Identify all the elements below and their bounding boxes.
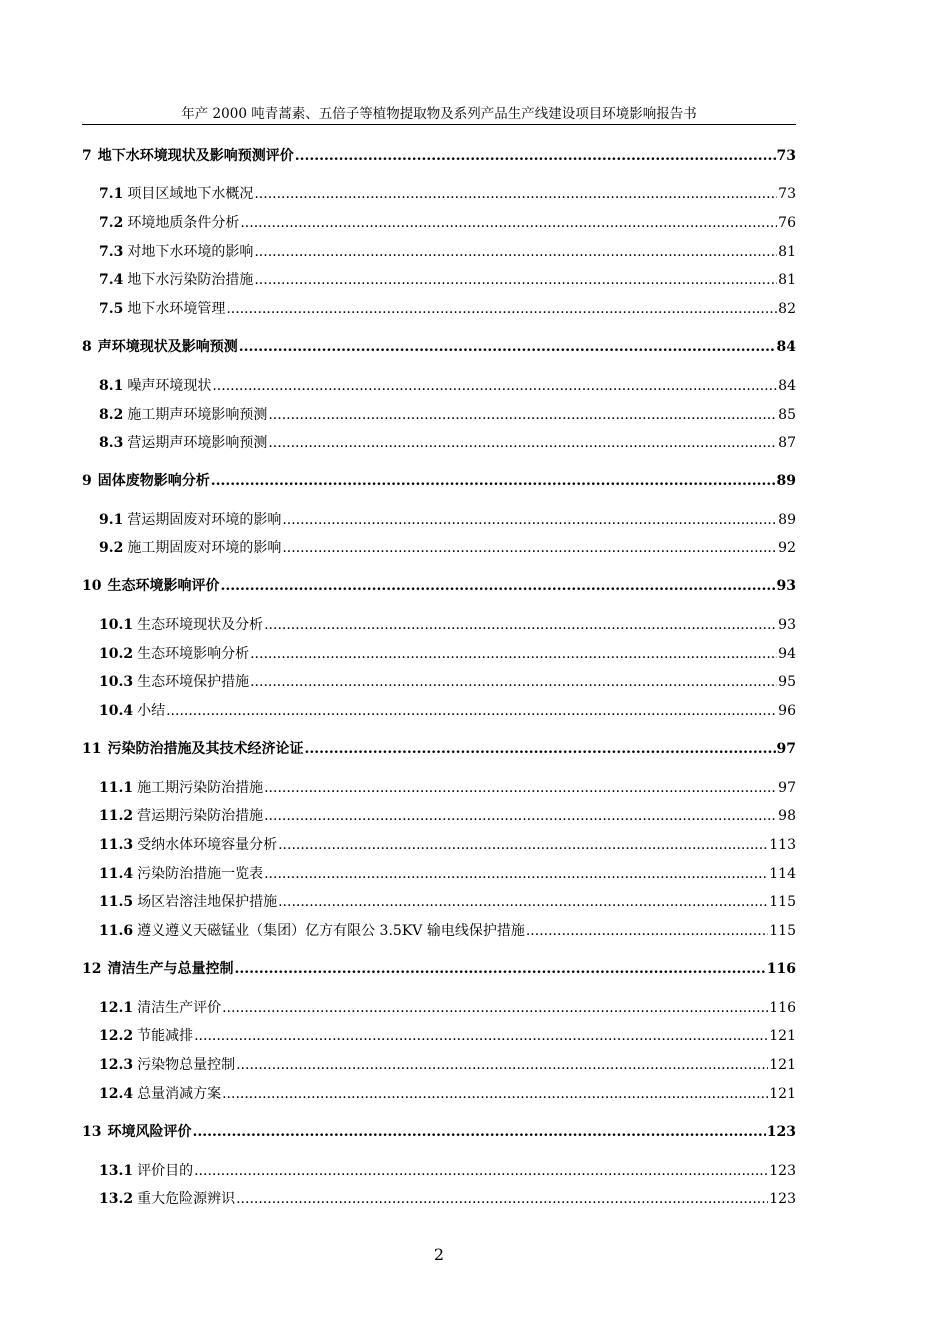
toc-entry-number: 11 [82,741,102,757]
toc-entry-number: 9.1 [99,512,124,528]
dot-leader [264,864,768,884]
toc-entry-number: 8 [82,339,92,355]
toc-entry-number: 12.1 [99,1000,134,1016]
dot-leader [526,921,768,941]
toc-section-entry[interactable] [99,538,796,558]
toc-entry-page: 92 [778,540,796,556]
toc-entry-title: 重大危险源辨识 [137,1191,236,1207]
toc-entry-page: 115 [769,894,796,910]
toc-chapter-entry[interactable] [82,576,796,596]
toc-entry-number: 8.2 [99,407,124,423]
toc-entry-page: 115 [769,923,796,939]
toc-entry-title: 小结 [137,703,166,719]
toc-entry-number: 12.4 [99,1086,134,1102]
toc-entry-title: 项目区域地下水概况 [127,186,254,202]
toc-entry-title: 营运期污染防治措施 [137,808,264,824]
toc-entry-number: 8.3 [99,435,124,451]
toc-entry-page: 89 [776,473,796,489]
toc-entry-title: 生态环境现状及分析 [137,617,264,633]
toc-entry-page: 76 [778,215,796,231]
toc-entry-page: 81 [778,272,796,288]
toc-entry-title: 污染物总量控制 [137,1057,236,1073]
dot-leader [254,270,777,290]
toc-section-entry[interactable] [99,299,796,319]
toc-entry-page: 87 [778,435,796,451]
toc-entry-page: 114 [769,866,796,882]
toc-section-entry[interactable] [99,510,796,530]
toc-entry-page: 121 [769,1086,796,1102]
toc-entry-number: 10.4 [99,703,134,719]
toc-entry-title: 场区岩溶洼地保护措施 [137,894,278,910]
dot-leader [194,1026,768,1046]
toc-entry-number: 9.2 [99,540,124,556]
toc-entry-number: 12 [82,961,102,977]
toc-entry-number: 7.3 [99,244,124,260]
toc-entry-number: 12.2 [99,1028,134,1044]
toc-entry-title: 地下水环境现状及影响预测评价 [97,148,294,164]
toc-entry-title: 固体废物影响分析 [97,473,210,489]
toc-entry-number: 11.1 [99,780,134,796]
toc-entry-number: 7.5 [99,301,124,317]
toc-entry-number: 13.1 [99,1163,134,1179]
toc-entry-page: 121 [769,1057,796,1073]
toc-section-entry[interactable] [99,213,796,233]
toc-section-entry[interactable] [99,892,796,912]
toc-entry-title: 污染防治措施一览表 [137,866,264,882]
toc-entry-number: 10 [82,578,102,594]
toc-entry-title: 节能减排 [137,1028,194,1044]
toc-entry-title: 清洁生产评价 [137,1000,222,1016]
toc-entry-title: 施工期污染防治措施 [137,780,264,796]
toc-entry-page: 73 [776,148,796,164]
toc-entry-number: 10.3 [99,674,134,690]
toc-section-entry[interactable] [99,864,796,884]
toc-entry-title: 总量消减方案 [137,1086,222,1102]
toc-section-entry[interactable] [99,778,796,798]
dot-leader [222,1084,768,1104]
toc-entry-page: 89 [778,512,796,528]
dot-leader [282,538,777,558]
toc-entry-title: 营运期固废对环境的影响 [127,512,282,528]
toc-entry-page: 94 [778,646,796,662]
toc-entry-page: 93 [778,617,796,633]
dot-leader [194,1161,768,1181]
toc-entry-title: 噪声环境现状 [127,378,212,394]
toc-entry-number: 11.6 [99,923,134,939]
toc-section-entry[interactable] [99,921,796,941]
toc-chapter-entry[interactable] [82,337,796,357]
toc-entry-number: 9 [82,473,92,489]
dot-leader [254,184,777,204]
dot-leader [236,1189,768,1209]
toc-section-entry[interactable] [99,998,796,1018]
toc-entry-title: 清洁生产与总量控制 [107,961,234,977]
toc-entry-page: 84 [776,339,796,355]
dot-leader [278,892,768,912]
toc-section-entry[interactable] [99,1055,796,1075]
toc-entry-page: 123 [766,1124,796,1140]
toc-entry-page: 116 [766,961,796,977]
toc-entry-page: 123 [769,1163,796,1179]
toc-section-entry[interactable] [99,376,796,396]
toc-entry-number: 11.4 [99,866,134,882]
toc-entry-title: 营运期声环境影响预测 [127,435,268,451]
dot-leader [212,376,777,396]
dot-leader [222,998,768,1018]
toc-entry-title: 施工期固废对环境的影响 [127,540,282,556]
toc-entry-number: 10.1 [99,617,134,633]
dot-leader [226,299,777,319]
toc-chapter-entry[interactable] [82,959,796,979]
toc-entry-number: 13.2 [99,1191,134,1207]
dot-leader [295,146,776,166]
toc-section-entry[interactable] [99,184,796,204]
toc-entry-page: 73 [778,186,796,202]
toc-entry-number: 7.1 [99,186,124,202]
toc-section-entry[interactable] [99,701,796,721]
dot-leader [264,615,777,635]
toc-section-entry[interactable] [99,835,796,855]
toc-section-entry[interactable] [99,270,796,290]
toc-section-entry[interactable] [99,1084,796,1104]
toc-entry-number: 7 [82,148,92,164]
toc-entry-page: 116 [769,1000,796,1016]
toc-entry-title: 环境地质条件分析 [127,215,240,231]
toc-section-entry[interactable] [99,242,796,262]
toc-entry-title: 评价目的 [137,1163,194,1179]
toc-section-entry[interactable] [99,405,796,425]
toc-section-entry[interactable] [99,1161,796,1181]
toc-entry-title: 声环境现状及影响预测 [97,339,238,355]
toc-entry-number: 12.3 [99,1057,134,1073]
toc-entry-title: 地下水环境管理 [127,301,226,317]
toc-section-entry[interactable] [99,672,796,692]
dot-leader [166,701,777,721]
toc-entry-title: 遵义遵义天磁锰业（集团）亿方有限公 3.5KV 输电线保护措施 [137,923,525,939]
dot-leader [282,510,777,530]
toc-entry-title: 生态环境影响分析 [137,646,250,662]
toc-entry-page: 93 [776,578,796,594]
dot-leader [264,778,777,798]
toc-chapter-entry[interactable] [82,146,796,166]
toc-entry-page: 98 [778,808,796,824]
toc-entry-number: 8.1 [99,378,124,394]
toc-chapter-entry[interactable] [82,739,796,759]
toc-entry-page: 81 [778,244,796,260]
toc-entry-page: 84 [778,378,796,394]
toc-entry-number: 7.4 [99,272,124,288]
dot-leader [211,471,776,491]
dot-leader [192,1122,765,1142]
toc-entry-page: 113 [769,837,796,853]
page-number: 2 [433,1245,445,1264]
toc-section-entry[interactable] [99,1026,796,1046]
toc-entry-page: 123 [769,1191,796,1207]
dot-leader [239,337,776,357]
toc-entry-number: 11.3 [99,837,134,853]
running-header: 年产 2000 吨青蒿素、五倍子等植物提取物及系列产品生产线建设项目环境影响报告书 [181,106,697,122]
dot-leader [268,433,777,453]
dot-leader [250,644,777,664]
dot-leader [236,1055,768,1075]
dot-leader [278,835,768,855]
toc-section-entry[interactable] [99,644,796,664]
toc-section-entry[interactable] [99,806,796,826]
toc-entry-page: 85 [778,407,796,423]
dot-leader [254,242,777,262]
toc-entry-number: 7.2 [99,215,124,231]
dot-leader [234,959,765,979]
toc-entry-page: 96 [778,703,796,719]
toc-entry-title: 污染防治措施及其技术经济论证 [107,741,304,757]
toc-entry-number: 10.2 [99,646,134,662]
toc-chapter-entry[interactable] [82,471,796,491]
toc-entry-title: 受纳水体环境容量分析 [137,837,278,853]
dot-leader [250,672,777,692]
toc-entry-title: 环境风险评价 [107,1124,192,1140]
toc-entry-page: 97 [778,780,796,796]
toc-chapter-entry[interactable] [82,1122,796,1142]
toc-entry-page: 97 [776,741,796,757]
toc-entry-title: 生态环境保护措施 [137,674,250,690]
dot-leader [240,213,777,233]
toc-entry-title: 施工期声环境影响预测 [127,407,268,423]
toc-entry-page: 95 [778,674,796,690]
toc-entry-page: 121 [769,1028,796,1044]
toc-section-entry[interactable] [99,433,796,453]
toc-entry-number: 11.2 [99,808,134,824]
toc-entry-page: 82 [778,301,796,317]
dot-leader [220,576,775,596]
toc-entry-title: 对地下水环境的影响 [127,244,254,260]
toc-entry-number: 11.5 [99,894,134,910]
toc-entry-title: 地下水污染防治措施 [127,272,254,288]
dot-leader [304,739,775,759]
toc-entry-title: 生态环境影响评价 [107,578,220,594]
toc-section-entry[interactable] [99,615,796,635]
dot-leader [268,405,777,425]
toc-entry-number: 13 [82,1124,102,1140]
dot-leader [264,806,777,826]
toc-section-entry[interactable] [99,1189,796,1209]
